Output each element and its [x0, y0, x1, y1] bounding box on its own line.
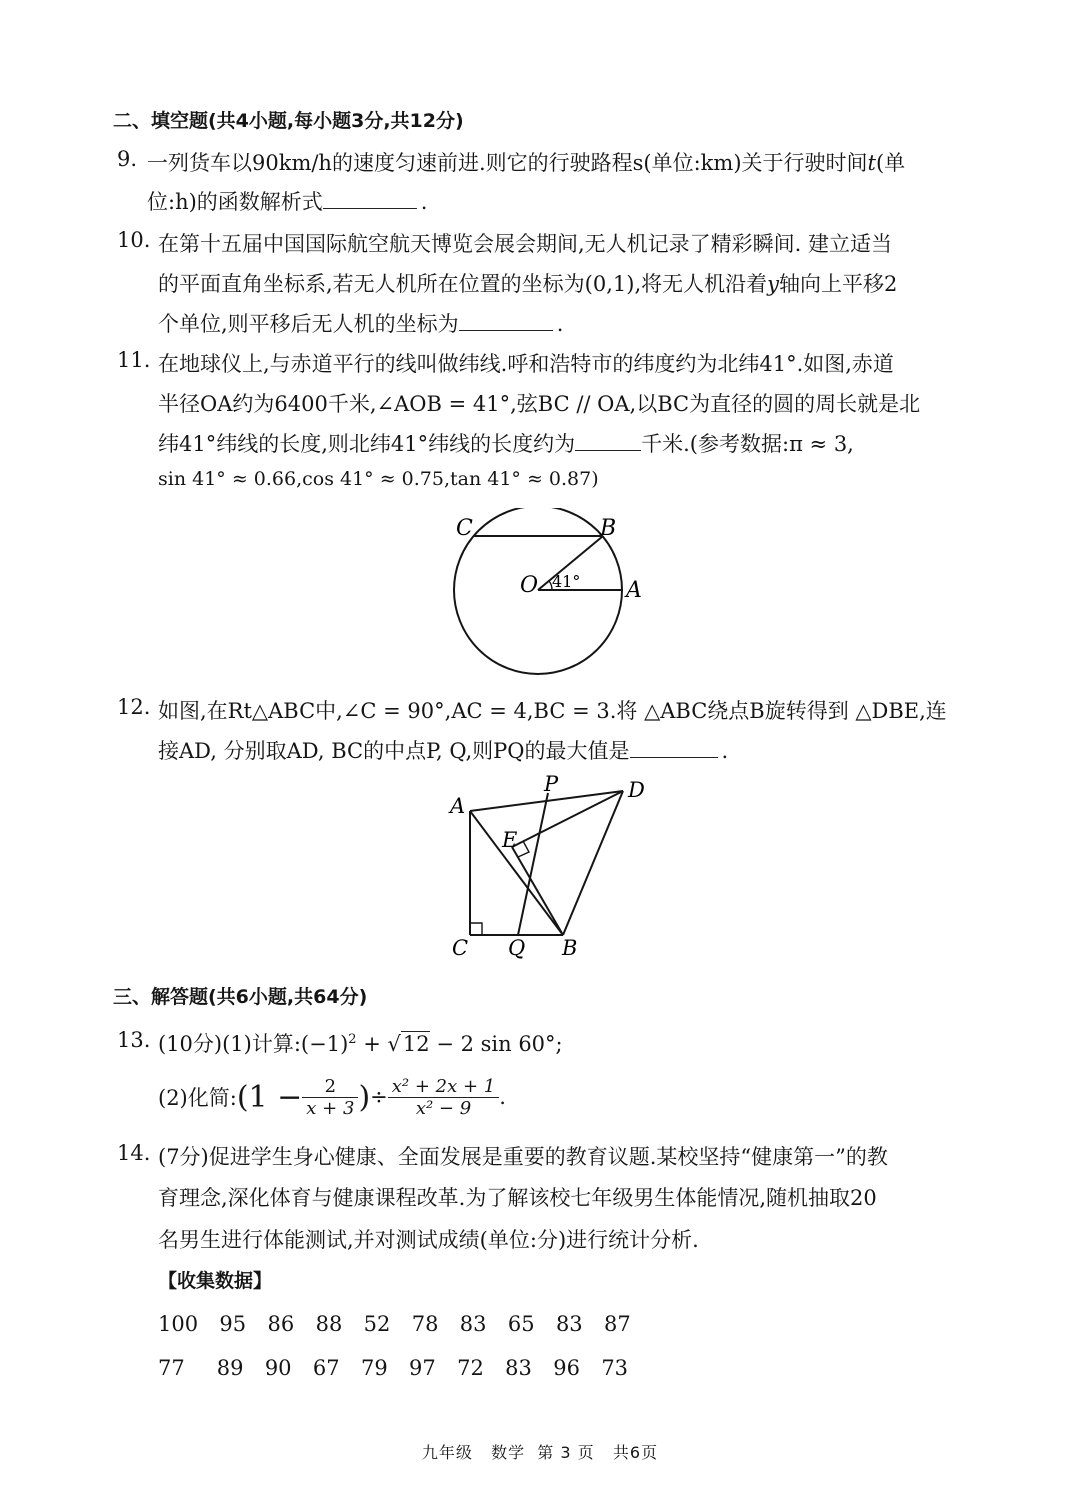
question-11-text-3b: 千米.(参考数据:π ≈ 3, [641, 432, 854, 456]
question-13-part-2 [158, 1070, 506, 1124]
divide-sign: ÷ [370, 1085, 388, 1109]
part1-prefix: (10分)(1)计算:(−1) [158, 1032, 349, 1056]
question-12-number: 12. [117, 695, 151, 719]
fraction-2 [388, 1076, 499, 1119]
question-14-line-2: 育理念,深化体育与健康课程改革.为了解该校七年级男生体能情况,随机抽取20 [158, 1186, 877, 1210]
collect-data-heading: 【收集数据】 [158, 1270, 273, 1292]
part1-end: − 2 sin 60°; [429, 1032, 563, 1056]
question-12-line-2 [158, 735, 728, 765]
question-9-line-1 [147, 147, 905, 177]
period: . [420, 190, 428, 214]
label-b: B [600, 516, 617, 541]
var-y: y [767, 272, 780, 296]
data-row-2: 77 89 90 67 79 97 72 83 96 73 [158, 1356, 629, 1380]
label-a: A [626, 578, 642, 603]
question-12-line-1: 如图,在Rt△ABC中,∠C = 90°,AC = 4,BC = 3.将 △ABC绕点B旋转得到 △DBE,连 [158, 699, 947, 723]
section-heading-fill-in: 二、填空题(共4小题,每小题3分,共12分) [113, 110, 464, 132]
question-10-line-2 [158, 268, 897, 298]
label-d: D [628, 778, 645, 802]
label-e: E [502, 828, 518, 852]
sqrt-symbol: √ [387, 1032, 401, 1056]
question-11-line-3 [158, 428, 854, 458]
question-10-number: 10. [117, 228, 151, 252]
question-10-line-1: 在第十五届中国国际航空航天博览会展会期间,无人机记录了精彩瞬间. 建立适当 [158, 232, 893, 256]
label-b: B [562, 936, 578, 960]
period: . [556, 312, 564, 336]
var-t: t [867, 151, 876, 175]
label-c: C [452, 936, 469, 960]
section-heading-solve: 三、解答题(共6小题,共64分) [113, 986, 368, 1008]
right-angle-c [470, 923, 482, 935]
label-q: Q [508, 936, 526, 960]
question-10-text-2b: 轴向上平移2 [779, 272, 898, 296]
sqrt-radicand: 12 [402, 1032, 430, 1056]
page-footer: 九年级 数学 第 3 页 共6页 [421, 1443, 659, 1462]
segment-eb [512, 847, 563, 935]
question-14-number: 14. [117, 1141, 151, 1165]
label-o: O [520, 573, 539, 598]
question-14-line-3: 名男生进行体能测试,并对测试成绩(单位:分)进行统计分析. [158, 1228, 699, 1252]
exponent: 2 [348, 1032, 357, 1047]
segment-db [563, 791, 623, 935]
question-9-text-2: 位:h)的函数解析式 [147, 190, 323, 214]
bracket-close: ) [358, 1079, 371, 1115]
question-11-reference-data: sin 41° ≈ 0.66,cos 41° ≈ 0.75,tan 41° ≈ 0.87) [158, 468, 599, 490]
question-10-line-3 [158, 308, 563, 338]
question-9-text: 一列货车以90km/h的速度匀速前进.则它的行驶路程s(单位:km)关于行驶时间 [147, 151, 868, 175]
question-13-part-1 [158, 1028, 563, 1058]
question-14-line-1: (7分)促进学生身心健康、全面发展是重要的教育议题.某校坚持“健康第一”的教 [158, 1145, 888, 1169]
figure-circle [440, 508, 660, 678]
question-11-text-3a: 纬41°纬线的长度,则北纬41°纬线的长度约为 [158, 432, 576, 456]
label-p: P [544, 775, 559, 796]
frac1-denominator: x + 3 [306, 1097, 355, 1119]
period: . [499, 1085, 506, 1109]
question-9-text-end: (单 [875, 151, 906, 175]
question-13-number: 13. [117, 1028, 151, 1052]
answer-blank-11[interactable] [575, 449, 641, 451]
question-12-text-2: 接AD, 分别取AD, BC的中点P, Q,则PQ的最大值是 [158, 739, 630, 763]
part2-prefix: (2)化简: [158, 1086, 237, 1110]
question-11-line-1: 在地球仪上,与赤道平行的线叫做纬线.呼和浩特市的纬度约为北纬41°.如图,赤道 [158, 352, 894, 376]
question-11-line-2: 半径OA约为6400千米,∠AOB = 41°,弦BC // OA,以BC为直径的圆的周长就是北 [158, 392, 921, 416]
question-9-number: 9. [117, 147, 138, 171]
answer-blank-12[interactable] [630, 756, 718, 758]
answer-blank-9[interactable] [323, 207, 417, 209]
plus: + [356, 1032, 388, 1056]
question-10-text-3: 个单位,则平移后无人机的坐标为 [158, 312, 459, 336]
label-c: C [456, 516, 473, 541]
frac1-numerator: 2 [302, 1076, 358, 1098]
question-11-number: 11. [117, 348, 151, 372]
bracket-open: (1 − [236, 1079, 303, 1115]
label-a: A [450, 794, 466, 818]
angle-label: 41° [552, 572, 581, 591]
frac2-denominator: x² − 9 [415, 1097, 472, 1119]
segment-de [512, 791, 623, 847]
fraction-1 [302, 1076, 358, 1119]
answer-blank-10[interactable] [459, 329, 553, 331]
figure-triangles [440, 775, 660, 965]
frac2-numerator: x² + 2x + 1 [388, 1076, 499, 1098]
question-10-text-2a: 的平面直角坐标系,若无人机所在位置的坐标为(0,1),将无人机沿着 [158, 272, 768, 296]
period: . [721, 739, 729, 763]
question-9-line-2 [147, 186, 427, 216]
data-row-1: 100 95 86 88 52 78 83 65 83 87 [158, 1312, 631, 1336]
